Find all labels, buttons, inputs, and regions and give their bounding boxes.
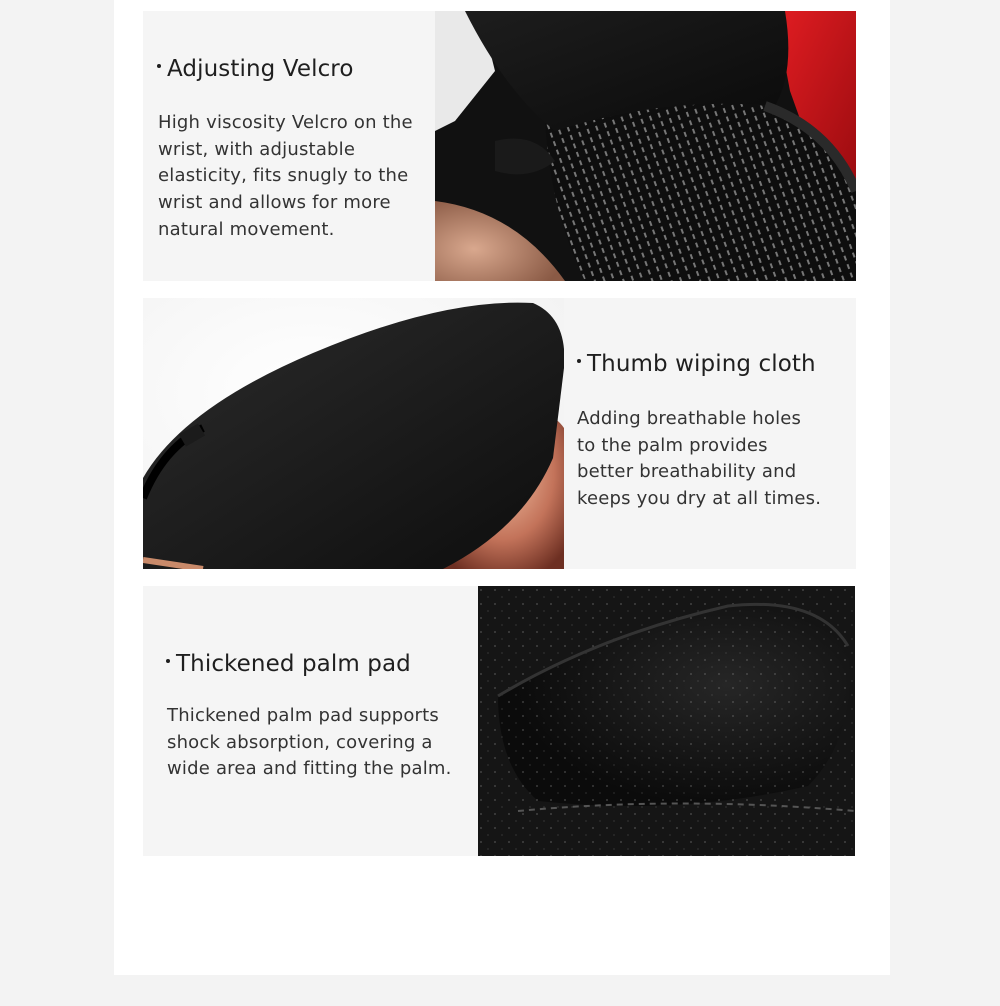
- feature-thumb-wiping-cloth: [143, 298, 856, 569]
- description-line: Adding breathable holes: [577, 408, 802, 429]
- description-line: wrist, with adjustable: [158, 138, 356, 160]
- feature-title: [577, 351, 816, 377]
- description-line: wide area and fitting the palm.: [167, 758, 452, 780]
- description-line: elasticity, fits snugly to the: [158, 165, 409, 187]
- description-line: keeps you dry at all times.: [577, 488, 822, 510]
- bullet-dot-icon: [166, 659, 170, 663]
- description-line: Thickened palm pad supports: [167, 705, 439, 726]
- feature-description: [158, 110, 433, 244]
- velcro-strap-photo: [435, 11, 856, 281]
- feature-description: [577, 406, 852, 513]
- product-detail-sheet: [114, 0, 890, 975]
- feature-adjusting-velcro: [143, 11, 856, 281]
- feature-title-text: Thumb wiping cloth: [587, 351, 816, 377]
- description-line: High viscosity Velcro on the: [158, 112, 413, 133]
- description-line: to the palm provides: [577, 434, 768, 456]
- feature-title: [166, 651, 411, 677]
- thumb-cloth-photo: [143, 298, 564, 569]
- feature-text-panel: [143, 586, 478, 856]
- feature-title-text: Thickened palm pad: [176, 651, 411, 677]
- description-line: natural movement.: [158, 218, 335, 240]
- feature-text-panel: [143, 11, 435, 281]
- palm-pad-photo: [478, 586, 855, 856]
- bullet-dot-icon: [577, 359, 581, 363]
- feature-description: [167, 703, 472, 783]
- description-line: better breathability and: [577, 461, 797, 483]
- feature-text-panel: [564, 298, 856, 569]
- description-line: shock absorption, covering a: [167, 731, 433, 753]
- bullet-dot-icon: [157, 64, 161, 68]
- description-line: wrist and allows for more: [158, 192, 391, 214]
- feature-title-text: Adjusting Velcro: [167, 56, 354, 82]
- feature-thickened-palm-pad: [143, 586, 855, 856]
- feature-title: [157, 56, 354, 82]
